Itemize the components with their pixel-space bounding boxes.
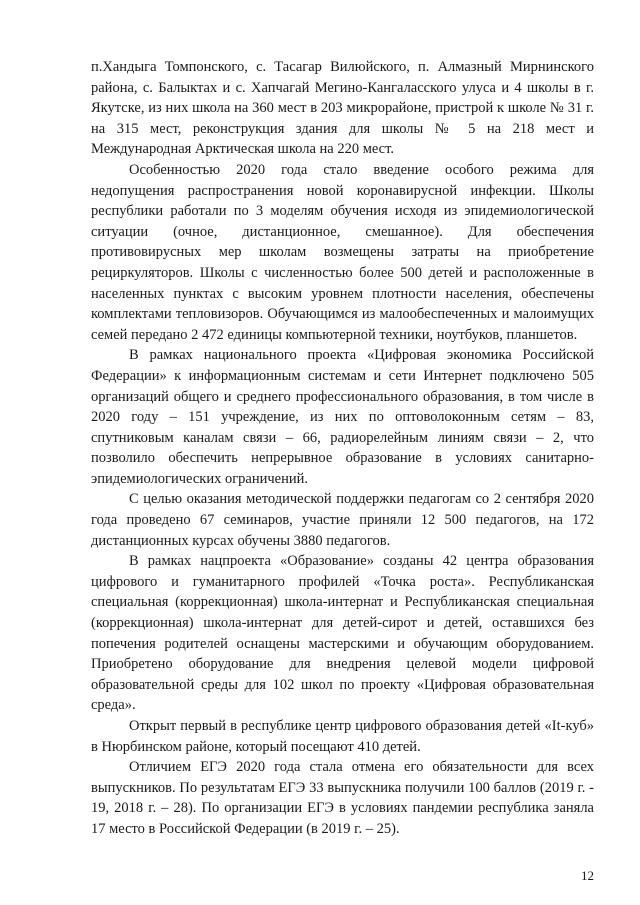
paragraph-ege-2020: Отличием ЕГЭ 2020 года стала отмена его обязательности для всех выпускников. По результатам ЕГЭ 33 выпускника получили 100 баллов (2019 г. - 19, 2018 г. – 28). По организации ЕГЭ в условиях пандемии республика заняла 17 место в Российской Федерации (в 2019 г. – 25). <box>91 759 594 837</box>
paragraph-covid-regime: Особенностью 2020 года стало введение особого режима для недопущения распространения новой коронавирусной инфекции. Школы республики работали по 3 моделям обучения исходя из эпидемиологической ситуации (очное, дистанционное, смешанное). Для обеспечения противовирусных мер школам возмещены затраты на приобретение рециркуляторов. Школы с численностью более 500 детей и расположенные в населенных пунктах с высоким уровнем плотности населения, обеспечены комплектами тепловизоров. Обучающимся из малообеспеченных и малоимущих семей передано 2 472 единицы компьютерной техники, ноутбуков, планшетов. <box>91 161 594 343</box>
paragraph-schools-construction: п.Хандыга Томпонского, с. Тасагар Вилюйского, п. Алмазный Мирнинского района, с. Балыктах и с. Хапчагай Мегино-Кангаласского улуса и 4 школы в г. Якутске, из них школа на 360 мест в 203 микрорайоне, пристрой к школе № 31 г. на 315 мест, реконструкция здания для школы № 5 на 218 мест и Международная Арктическая школа на 220 мест. <box>91 59 594 158</box>
document-body <box>91 57 594 840</box>
paragraph-teacher-support: С целью оказания методической поддержки педагогам со 2 сентября 2020 года проведено 67 семинаров, участие приняли 12 500 педагогов, на 172 дистанционных курсах обучены 3880 педагогов. <box>91 491 594 549</box>
paragraph-digital-economy: В рамках национального проекта «Цифровая экономика Российской Федерации» к информационным системам и сети Интернет подключено 505 организаций общего и среднего профессионального образования, в том числе в 2020 году – 151 учреждение, из них по оптоволоконным сетям – 83, спутниковым каналам связи – 66, радиорелейным линиям связи – 2, что позволило обеспечить непрерывное образование в условиях санитарно-эпидемиологических ограничений. <box>91 347 594 487</box>
paragraph-it-cube: Открыт первый в республике центр цифрового образования детей «It-куб» в Нюрбинском районе, который посещают 410 детей. <box>91 718 594 755</box>
paragraph-education-project: В рамках нацпроекта «Образование» созданы 42 центра образования цифрового и гуманитарного профилей «Точка роста». Республиканская специальная (коррекционная) школа-интернат и Республиканская специальная (коррекционная) школа-интернат для детей-сирот и детей, оставшихся без попечения родителей оснащены мастерскими и обучающим оборудованием. Приобретено оборудование для внедрения целевой модели цифровой образовательной среды для 102 школ по проекту «Цифровая образовательная среда». <box>91 553 594 714</box>
page-number: 12 <box>581 868 594 883</box>
